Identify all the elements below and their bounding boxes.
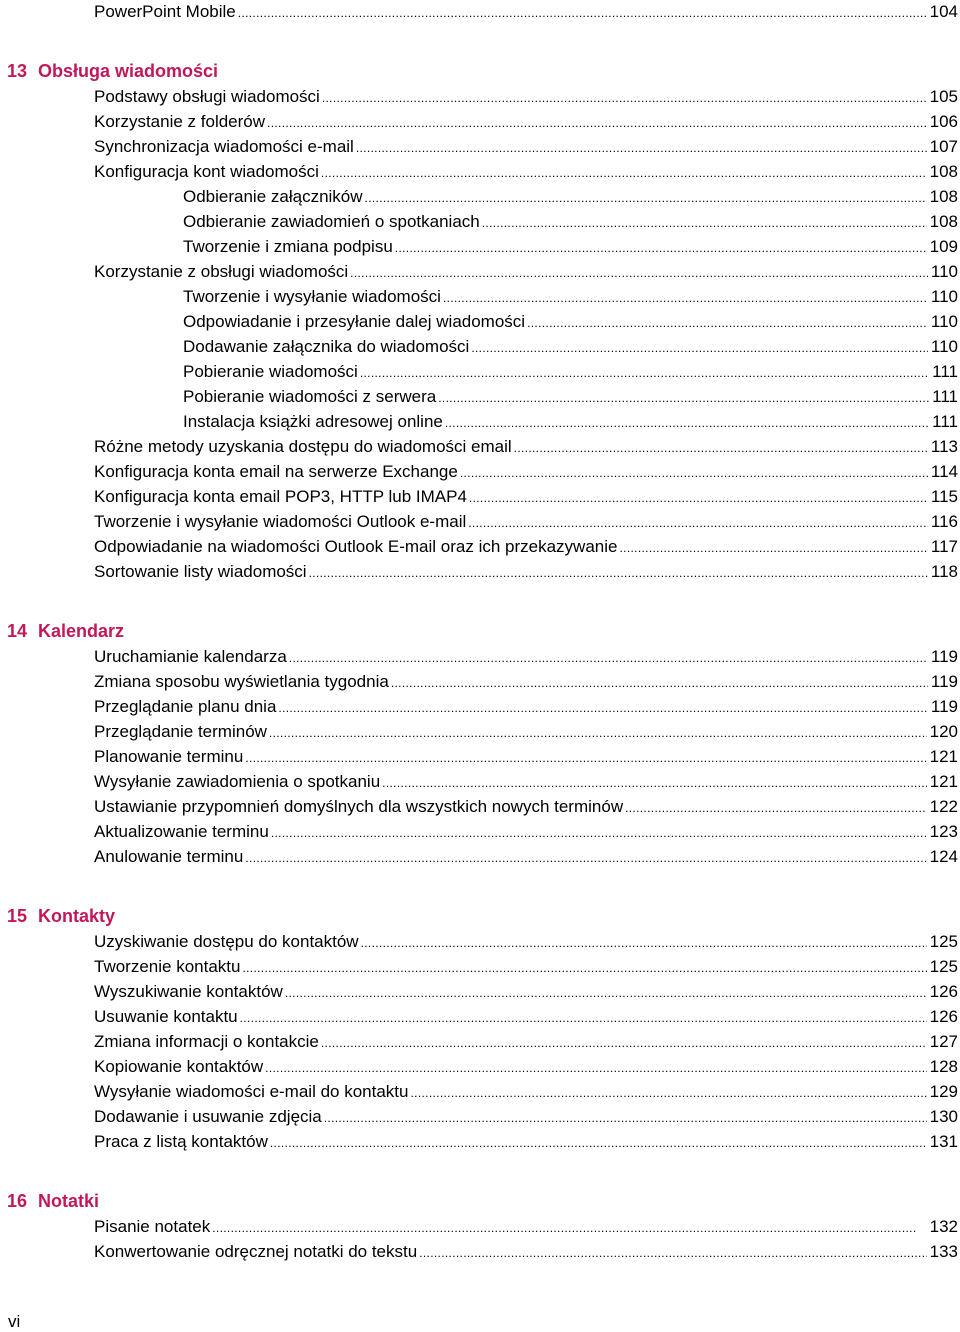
toc-entry-title: Odpowiadanie na wiadomości Outlook E-mail oraz ich przekazywanie — [94, 537, 618, 556]
toc-entry-page: 107 — [929, 137, 958, 156]
toc-entry[interactable] — [94, 1130, 958, 1154]
dot-leader — [270, 1130, 927, 1155]
dot-leader — [395, 235, 927, 260]
toc-entry-title: Zmiana sposobu wyświetlania tygodnia — [94, 672, 389, 691]
toc-entry-page: 115 — [930, 487, 958, 506]
toc-entry[interactable] — [183, 310, 958, 334]
dot-leader — [527, 310, 928, 335]
toc-entry-title: Tworzenie i zmiana podpisu — [183, 237, 393, 256]
dot-leader — [391, 670, 928, 695]
chapter-heading[interactable] — [7, 1188, 99, 1214]
toc-entry-page: 111 — [932, 362, 958, 381]
toc-entry-title: PowerPoint Mobile — [94, 2, 236, 21]
toc-entry-page: 110 — [930, 262, 958, 281]
chapter-title: Kontakty — [38, 906, 116, 926]
toc-entry[interactable] — [94, 1055, 958, 1079]
toc-entry[interactable] — [94, 695, 958, 719]
toc-entry-title: Konfiguracja konta email na serwerze Exchange — [94, 462, 458, 481]
toc-entry-page: 126 — [929, 982, 958, 1001]
toc-entry-title: Wysyłanie zawiadomienia o spotkaniu — [94, 772, 381, 791]
toc-entry[interactable] — [94, 720, 958, 744]
toc-entry-title: Ustawianie przypomnień domyślnych dla wszystkich nowych terminów — [94, 797, 624, 816]
toc-entry[interactable] — [94, 1105, 958, 1129]
toc-entry-page: 111 — [932, 387, 958, 406]
toc-entry[interactable] — [183, 410, 958, 434]
dot-leader — [514, 435, 928, 460]
dot-leader — [238, 0, 927, 25]
chapter-number: 13 — [7, 61, 28, 81]
dot-leader — [350, 260, 928, 285]
toc-entry[interactable] — [94, 645, 958, 669]
toc-entry-page: 119 — [930, 672, 958, 691]
toc-entry[interactable] — [94, 160, 958, 184]
toc-entry-title: Pobieranie wiadomości — [183, 362, 358, 381]
toc-entry-page: 129 — [929, 1082, 958, 1101]
toc-entry[interactable] — [183, 285, 958, 309]
toc-entry-page: 110 — [930, 287, 958, 306]
toc-entry-page: 108 — [929, 212, 958, 231]
dot-leader — [410, 1080, 926, 1105]
chapter-heading[interactable] — [7, 903, 115, 929]
dot-leader — [382, 770, 926, 795]
toc-entry-title: Planowanie terminu — [94, 747, 244, 766]
dot-leader — [309, 560, 928, 585]
dot-leader — [285, 980, 927, 1005]
toc-entry[interactable] — [94, 820, 958, 844]
toc-entry-title: Zmiana informacji o kontakcie — [94, 1032, 319, 1051]
toc-entry-title: Konwertowanie odręcznej notatki do tekstu — [94, 1242, 418, 1261]
dot-leader — [324, 1105, 927, 1130]
toc-entry-title: Wysyłanie wiadomości e-mail do kontaktu — [94, 1082, 409, 1101]
toc-entry[interactable] — [183, 335, 958, 359]
toc-entry[interactable] — [183, 385, 958, 409]
toc-entry-title: Uzyskiwanie dostępu do kontaktów — [94, 932, 359, 951]
toc-entry-title: Anulowanie terminu — [94, 847, 244, 866]
dot-leader — [361, 930, 927, 955]
dot-leader — [212, 1215, 926, 1240]
toc-entry-page: 108 — [929, 162, 958, 181]
toc-entry-page: 108 — [929, 187, 958, 206]
chapter-heading[interactable] — [7, 58, 218, 84]
toc-entry[interactable] — [94, 560, 958, 584]
toc-entry-page: 114 — [930, 462, 958, 481]
toc-entry-page: 128 — [929, 1057, 958, 1076]
dot-leader — [356, 135, 927, 160]
toc-entry[interactable] — [183, 235, 958, 259]
chapter-number: 15 — [7, 906, 28, 926]
toc-entry[interactable] — [94, 485, 958, 509]
toc-entry[interactable] — [94, 670, 958, 694]
toc-entry[interactable] — [94, 845, 958, 869]
toc-entry[interactable] — [94, 535, 958, 559]
toc-entry[interactable] — [94, 795, 958, 819]
dot-leader — [269, 720, 927, 745]
toc-entry-page: 127 — [929, 1032, 958, 1051]
chapter-title: Obsługa wiadomości — [38, 61, 219, 81]
dot-leader — [265, 1055, 926, 1080]
dot-leader — [289, 645, 928, 670]
toc-entry-title: Różne metody uzyskania dostępu do wiadomości email — [94, 437, 512, 456]
toc-entry[interactable] — [94, 770, 958, 794]
dot-leader — [445, 410, 929, 435]
toc-entry-title: Odbieranie załączników — [183, 187, 363, 206]
dot-leader — [443, 285, 928, 310]
toc-entry-title: Wyszukiwanie kontaktów — [94, 982, 283, 1001]
toc-entry[interactable] — [94, 460, 958, 484]
toc-entry-title: Tworzenie i wysyłanie wiadomości — [183, 287, 441, 306]
toc-entry-title: Podstawy obsługi wiadomości — [94, 87, 320, 106]
toc-entry-page: 104 — [929, 2, 958, 21]
toc-entry[interactable] — [94, 745, 958, 769]
toc-entry-title: Konfiguracja kont wiadomości — [94, 162, 319, 181]
toc-entry[interactable] — [94, 135, 958, 159]
dot-leader — [468, 510, 928, 535]
toc-entry[interactable] — [183, 185, 958, 209]
toc-entry-page: 126 — [929, 1007, 958, 1026]
dot-leader — [271, 820, 927, 845]
dot-leader — [619, 535, 927, 560]
toc-entry-page: 109 — [929, 237, 958, 256]
toc-entry[interactable] — [94, 510, 958, 534]
toc-entry[interactable] — [94, 1005, 958, 1029]
dot-leader — [242, 955, 926, 980]
toc-entry-page: 118 — [930, 562, 958, 581]
dot-leader — [278, 695, 927, 720]
toc-entry-page: 130 — [929, 1107, 958, 1126]
dot-leader — [245, 745, 926, 770]
toc-entry-title: Uruchamianie kalendarza — [94, 647, 287, 666]
dot-leader — [245, 845, 926, 870]
toc-entry-page: 121 — [929, 772, 958, 791]
toc-entry-title: Przeglądanie terminów — [94, 722, 267, 741]
dot-leader — [365, 185, 927, 210]
dot-leader — [419, 1240, 926, 1265]
toc-entry[interactable] — [94, 1240, 958, 1264]
toc-entry-page: 121 — [929, 747, 958, 766]
chapter-number: 16 — [7, 1191, 28, 1211]
toc-entry-title: Praca z listą kontaktów — [94, 1132, 268, 1151]
toc-entry-title: Aktualizowanie terminu — [94, 822, 269, 841]
toc-entry-title: Korzystanie z obsługi wiadomości — [94, 262, 349, 281]
chapter-heading[interactable] — [7, 618, 124, 644]
toc-entry[interactable] — [94, 435, 958, 459]
dot-leader — [460, 460, 928, 485]
toc-entry-page: 110 — [930, 312, 958, 331]
dot-leader — [360, 360, 929, 385]
dot-leader — [240, 1005, 927, 1030]
toc-entry[interactable] — [183, 210, 958, 234]
toc-entry-title: Odpowiadanie i przesyłanie dalej wiadomości — [183, 312, 526, 331]
dot-leader — [482, 210, 927, 235]
toc-entry[interactable] — [94, 1030, 958, 1054]
toc-entry-page: 110 — [930, 337, 958, 356]
toc-entry-title: Dodawanie załącznika do wiadomości — [183, 337, 470, 356]
toc-entry-page: 123 — [929, 822, 958, 841]
toc-entry-title: Instalacja książki adresowej online — [183, 412, 443, 431]
chapter-title: Kalendarz — [38, 621, 125, 641]
page-number: vi — [8, 1312, 21, 1331]
toc-entry-title: Kopiowanie kontaktów — [94, 1057, 264, 1076]
dot-leader — [469, 485, 928, 510]
dot-leader — [322, 85, 927, 110]
toc-entry-page: 124 — [929, 847, 958, 866]
toc-entry-page: 116 — [930, 512, 958, 531]
toc-entry[interactable] — [94, 85, 958, 109]
toc-entry-page: 133 — [929, 1242, 958, 1261]
toc-entry-page: 120 — [929, 722, 958, 741]
toc-entry-page: 131 — [929, 1132, 958, 1151]
toc-entry-page: 105 — [929, 87, 958, 106]
toc-entry-page: 113 — [930, 437, 958, 456]
toc-entry-title: Przeglądanie planu dnia — [94, 697, 277, 716]
toc-entry[interactable] — [94, 0, 958, 24]
toc-entry-page: 106 — [929, 112, 958, 131]
chapter-title: Notatki — [38, 1191, 100, 1211]
toc-entry[interactable] — [94, 930, 958, 954]
toc-entry-title: Odbieranie zawiadomień o spotkaniach — [183, 212, 480, 231]
toc-entry-title: Pobieranie wiadomości z serwera — [183, 387, 437, 406]
toc-entry-title: Pisanie notatek — [94, 1217, 211, 1236]
toc-entry-page: 119 — [930, 647, 958, 666]
chapter-number: 14 — [7, 621, 28, 641]
toc-entry-page: 125 — [929, 932, 958, 951]
toc-entry-page: 117 — [930, 537, 958, 556]
dot-leader — [267, 110, 927, 135]
dot-leader — [471, 335, 928, 360]
toc-entry-title: Usuwanie kontaktu — [94, 1007, 238, 1026]
toc-entry-title: Tworzenie i wysyłanie wiadomości Outlook e-mail — [94, 512, 467, 531]
toc-entry[interactable] — [94, 260, 958, 284]
toc-entry-title: Tworzenie kontaktu — [94, 957, 241, 976]
toc-entry-page: 125 — [929, 957, 958, 976]
toc-entry-page: 111 — [932, 412, 958, 431]
toc-entry[interactable] — [183, 360, 958, 384]
toc-entry-title: Sortowanie listy wiadomości — [94, 562, 307, 581]
toc-entry-title: Synchronizacja wiadomości e-mail — [94, 137, 354, 156]
toc-entry-page: 132 — [929, 1217, 958, 1236]
dot-leader — [625, 795, 927, 820]
toc-entry[interactable] — [94, 955, 958, 979]
toc-entry[interactable] — [94, 980, 958, 1004]
toc-entry-page: 122 — [929, 797, 958, 816]
dot-leader — [321, 1030, 927, 1055]
toc-entry-title: Konfiguracja konta email POP3, HTTP lub IMAP4 — [94, 487, 467, 506]
toc-entry[interactable] — [94, 1080, 958, 1104]
toc-entry[interactable] — [94, 1215, 958, 1239]
toc-entry-page: 119 — [930, 697, 958, 716]
toc-entry-title: Dodawanie i usuwanie zdjęcia — [94, 1107, 322, 1126]
dot-leader — [438, 385, 929, 410]
toc-entry[interactable] — [94, 110, 958, 134]
toc-entry-title: Korzystanie z folderów — [94, 112, 266, 131]
dot-leader — [321, 160, 927, 185]
